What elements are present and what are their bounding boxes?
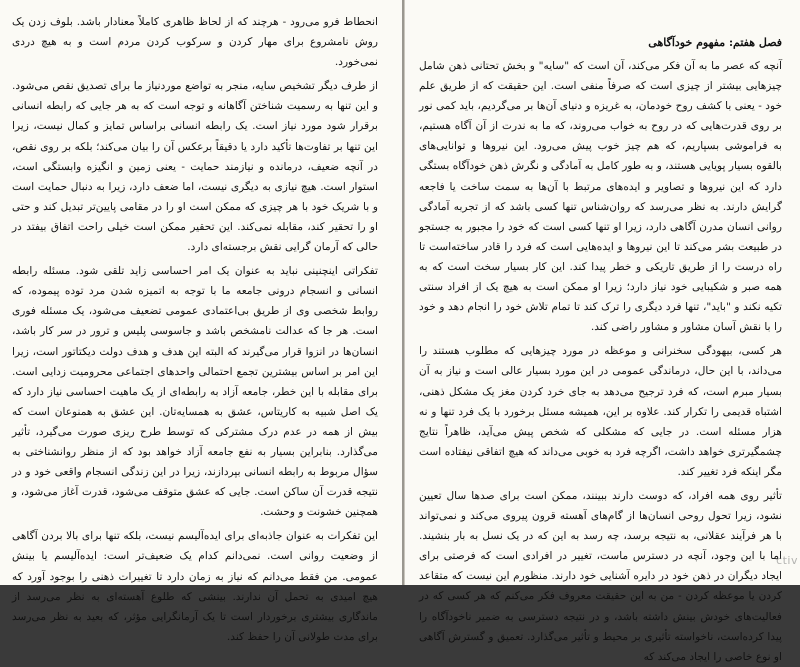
right-paragraph-2: هر کسی، بیهودگی سخنرانی و موعظه در مورد چیزهایی که مطلوب هستند را می‌داند، با این حال، درماندگی عمومی در این مورد بسیار عالی است و نیاز به آن بسیار مبرم است، که فرد ترجیح می‌دهد به جای خرد کردن مغز یک مشکل ذهنی، اشتباه قدیمی را تکرار کند. علاوه بر این، همیشه مسئل برخورد با یک فرد تنها و نه هزار مسئله است. در جایی که مشکلی که شخص پیش می‌آید، ظاهراً نتایج چشمگیرتری خواهد داشت، اگرچه فرد به خوبی می‌داند که هیچ اتفاقی نیفتاده است مگر اینکه فرد تغییر کند. [419,345,782,478]
page-gutter [402,0,404,585]
left-paragraph-4: این تفکرات به عنوان جاذبه‌ای برای ایده‌آلیسم نیست، بلکه تنها برای بالا بردن آگاهی از وضعیت روانی است. نمی‌دانم کدام یک ضعیف‌تر است: ایده‌آلیسم یا بینش عمومی. من فقط می‌دانم که نیاز به زمان دارد تا تغییرات ذهنی را بوجود آورد که هیچ امیدی به تحمل آن ندارند. بینشی که طلوع آهسته‌ای به نظر می‌رسد از ماندگاری بیشتری برخوردار است تا یک آرمانگرایی مؤثر، که بعید به نظر می‌رسد برای مدت طولانی آن را حفظ کند. [12,530,378,643]
right-page [404,0,800,663]
left-paragraph-3: تفکراتی اینچنینی نباید به عنوان یک امر احساسی زاید تلقی شود. مسئله رابطه انسانی و انسجام درونی جامعه ما با توجه به اتمیزه شدن مرد توده پیموده، که روابط شخصی وی از طریق بی‌اعتمادی عمومی تضعیف می‌شود، یک مسئله فوری است. هر جا که عدالت نامشخص باشد و جاسوسی پلیس و ترور در سر کار باشد، انسان‌ها در انزوا قرار می‌گیرند که البته این هدف و هدف دولت دیکتاتور است، زیرا این امر بر اساس بیشترین تجمع احتمالی واحدهای اجتماعی محرومیت زدایی است. برای مقابله با این خطر، جامعه آزاد به رابطه‌ای از یک ماهیت احساسی نیاز دارد که یک اصل شبیه به کاریتاس، عشق به همسایه‌تان. این عشق به همنوعان است که بیش از همه در عدم درک مشترکی که توسط طرح ریزی صورت می‌گیرد، تأثیر می‌گذارد. بنابراین بسیار به نفع جامعه آزاد خواهد بود که از منظر روانشناختی به سؤال مربوط به رابطه انسانی بپردازند، زیرا در این زندگی انسجام واقعی خود و در نتیجه قدرت آن ساکن است. جایی که عشق متوقف می‌شود، قدرت آغاز می‌شود، و همچنین خشونت و وحشت. [12,265,378,519]
right-paragraph-1: آنچه که عصر ما به آن فکر می‌کند، آن است که "سایه" و بخش تحتانی ذهن شامل چیزهایی بیشتر از چیزی است که صرفاً منفی است. این حقیقت که از طریق علم خود - یعنی با کشف روح خودمان، به غریزه و دنیای آن‌ها بر می‌گردیم، باید کمی نور بر روی قدرت‌هایی که در روح به خواب می‌روند، که ما به ندرت از آن آگاه هستیم، به فراموشی بسپاریم، که هم چیز خوب پیش می‌رود. این نیروها و توانایی‌های بالقوه بسیار پویایی هستند، و به طور کامل به آمادگی و نگرش ذهن خودآگاه بستگی دارد که این نیروها و تصاویر و ایده‌های مرتبط با آن‌ها به سمت ساخت یا فاجعه گرایش دارند. به نظر می‌رسد که روان‌شناس تنها کسی باشد که از تجربه آمادگی روانی انسان مدرن آگاهی دارد، زیرا او تنها کسی است که خود را مجبور به جستجو در طبیعت بشر می‌کند تا این نیروها و ایده‌هایی است که فرد را قادر ساخته‌است تا راه درست را از طریق تاریکی و خطر پیدا کند. این کار بسیار سخت است که به همه صبر و شکیبایی خود نیاز دارد؛ زیرا او ممکن است به هیچ یک از افراد سنتی تکیه نکند و "باید"، تنها فرد دیگری را ترک کند تا تمام تلاش خود را انجام دهد و خود را با نقش آسان مشاور و مشاور راضی کند. [419,60,782,334]
left-paragraph-2: از طرف دیگر تشخیص سایه، منجر به تواضع موردنیاز ما برای تصدیق نقص می‌شود. و این تنها به رسمیت شناختن آگاهانه و توجه است که به هر جایی که رابطه انسانی برقرار شود مورد نیاز است. یک رابطه انسانی براساس تمایز و کمال نیست، زیرا این تنها بر تفاوت‌ها تأکید دارد یا دقیقاً برعکس آن را بیان می‌کند؛ بلکه بر روی نقص، در آنچه ضعیف، درمانده و نیازمند حمایت - یعنی زمین و انگیزه وابستگی است، استوار است. هیچ نیازی به دیگری نیست، اما ضعف دارد، زیرا به دنبال حمایت است و با شریک خود با هر چیزی که ممکن است او را در مقامی پایین‌تر تبدیل کند و حتی او را تحقیر کند، مقابله نمی‌کند. این تحقیر ممکن است خیلی راحت اتفاق بیفتد در حالی که آرمان گرایی نقش برجسته‌ای دارد. [12,80,378,254]
watermark-text: ctiv [776,554,798,567]
left-page [0,0,402,643]
chapter-title: فصل هفتم: مفهوم خودآگاهی [648,36,782,49]
right-paragraph-3: تأثیر روی همه افراد، که دوست دارند ببینند، ممکن است برای صدها سال تعیین نشود، زیرا تحول روحی انسان‌ها از گام‌های آهسته قرون پیروی می‌کند و نمی‌تواند با هر فرآیند عقلانی، به نتیجه برسد، چه رسد به این که در یک نسل به بار بنشیند. اما با این وجود، آنچه در دسترس ماست، تغییر در افرادی است که فرصتی برای ایجاد دیگران در ذهن خود در دایره آشنایی خود دارند. منظورم این نیست که متقاعد کردن یا موعظه کردن - من به این حقیقت معروف فکر می‌کنم که هر کسی که در فعالیت‌های خودش بینش داشته باشد، و در نتیجه دسترسی به ضمیر ناخودآگاه را پیدا کرده‌است، ناخواسته تأثیری بر محیط و تأثیر می‌گذارد. تعمیق و گسترش آگاهی او نوع خاصی را ایجاد می‌کند که [419,489,782,663]
left-paragraph-1: انحطاط فرو می‌رود - هرچند که از لحاظ ظاهری کاملاً معنادار باشد. بلوف زدن یک روش نامشروع برای مهار کردن و سرکوب کردن مردم است و به هیچ دردی نمی‌خورد. [12,16,378,69]
